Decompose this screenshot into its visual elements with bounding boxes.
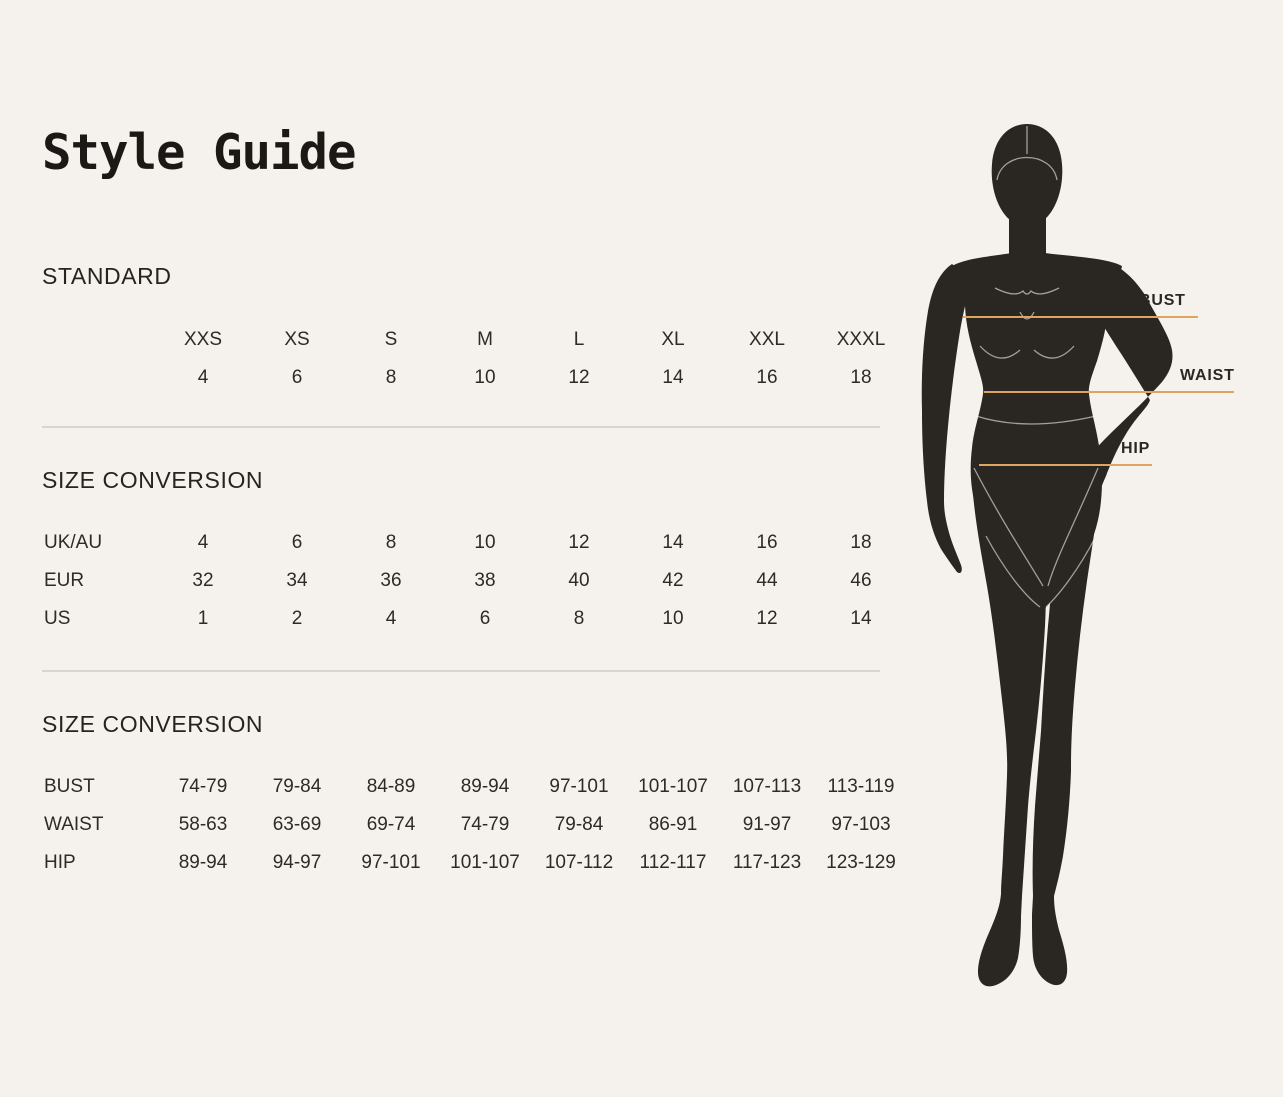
size-number-cell: 18	[850, 367, 872, 388]
table-cell: 40	[568, 570, 590, 591]
table-cell: 94-97	[272, 852, 322, 873]
measurements-table	[44, 775, 908, 875]
table-cell: 2	[291, 608, 303, 629]
size-column-header: XL	[661, 329, 685, 350]
table-cell: 117-123	[732, 852, 802, 873]
table-cell: 12	[756, 608, 778, 629]
table-cell: 101-107	[450, 852, 520, 873]
table-cell: 79-84	[272, 776, 322, 797]
size-column-header: XXL	[749, 329, 785, 350]
empty-label-cell	[44, 366, 156, 390]
table-cell: 113-119	[827, 776, 895, 797]
table-cell: 12	[568, 532, 590, 553]
table-cell: 4	[197, 532, 209, 553]
section-divider	[42, 670, 880, 672]
table-cell: 101-107	[638, 776, 708, 797]
waist-label: WAIST	[1180, 367, 1235, 384]
bust-label: BUST	[1139, 292, 1186, 309]
size-conversion-heading: SIZE CONVERSION	[42, 467, 264, 493]
table-cell: 63-69	[272, 814, 322, 835]
size-column-header: M	[477, 329, 493, 350]
table-cell: 8	[573, 608, 585, 629]
size-conversion-table	[44, 531, 908, 631]
table-cell: 97-103	[831, 814, 891, 835]
row-label-eur: EUR	[44, 570, 85, 591]
table-cell: 79-84	[554, 814, 604, 835]
hip-measure-line	[979, 464, 1152, 466]
table-cell: 6	[479, 608, 491, 629]
row-label-us: US	[44, 608, 71, 629]
table-cell: 89-94	[460, 776, 510, 797]
size-number-cell: 10	[474, 367, 496, 388]
size-number-cell: 14	[662, 367, 684, 388]
section-divider	[42, 426, 880, 428]
table-cell: 4	[385, 608, 397, 629]
size-number-cell: 8	[385, 367, 397, 388]
table-cell: 6	[291, 532, 303, 553]
table-cell: 32	[192, 570, 214, 591]
size-column-header: L	[573, 329, 585, 350]
measurements-heading: SIZE CONVERSION	[42, 711, 264, 737]
table-cell: 8	[385, 532, 397, 553]
size-number-cell: 4	[197, 367, 209, 388]
table-cell: 10	[662, 608, 684, 629]
table-cell: 123-129	[826, 852, 896, 873]
table-cell: 89-94	[178, 852, 228, 873]
row-label-ukau: UK/AU	[44, 532, 103, 553]
table-cell: 16	[756, 532, 778, 553]
table-cell: 84-89	[366, 776, 416, 797]
page-title: Style Guide	[42, 124, 356, 181]
empty-label-cell	[44, 328, 156, 352]
table-cell: 1	[197, 608, 209, 629]
size-number-cell: 6	[291, 367, 303, 388]
size-column-header: XS	[284, 329, 310, 350]
table-cell: 74-79	[178, 776, 228, 797]
table-cell: 10	[474, 532, 496, 553]
silhouette-left-arm	[922, 264, 968, 573]
waist-measure-line	[984, 391, 1234, 393]
table-cell: 97-101	[549, 776, 609, 797]
table-cell: 107-113	[732, 776, 802, 797]
standard-size-table	[44, 328, 908, 390]
table-cell: 14	[662, 532, 684, 553]
body-silhouette-figure	[900, 116, 1180, 1000]
table-cell: 69-74	[366, 814, 416, 835]
table-cell: 112-117	[639, 852, 707, 873]
table-cell: 42	[662, 570, 684, 591]
size-column-header: S	[384, 329, 398, 350]
row-label-bust: BUST	[44, 776, 95, 797]
table-cell: 97-101	[361, 852, 421, 873]
table-cell: 74-79	[460, 814, 510, 835]
size-number-cell: 16	[756, 367, 778, 388]
table-cell: 34	[286, 570, 308, 591]
table-cell: 46	[850, 570, 872, 591]
table-cell: 38	[474, 570, 496, 591]
table-cell: 36	[380, 570, 402, 591]
standard-heading: STANDARD	[42, 263, 172, 289]
table-cell: 91-97	[742, 814, 792, 835]
table-cell: 58-63	[178, 814, 228, 835]
size-column-header: XXS	[183, 329, 223, 350]
row-label-waist: WAIST	[44, 814, 104, 835]
size-column-header: XXXL	[836, 329, 886, 350]
hip-label: HIP	[1121, 440, 1151, 457]
size-number-cell: 12	[568, 367, 590, 388]
table-cell: 14	[850, 608, 872, 629]
table-cell: 44	[756, 570, 778, 591]
table-cell: 86-91	[648, 814, 698, 835]
bust-measure-line	[963, 316, 1198, 318]
table-cell: 107-112	[544, 852, 614, 873]
row-label-hip: HIP	[44, 852, 76, 873]
table-cell: 18	[850, 532, 872, 553]
